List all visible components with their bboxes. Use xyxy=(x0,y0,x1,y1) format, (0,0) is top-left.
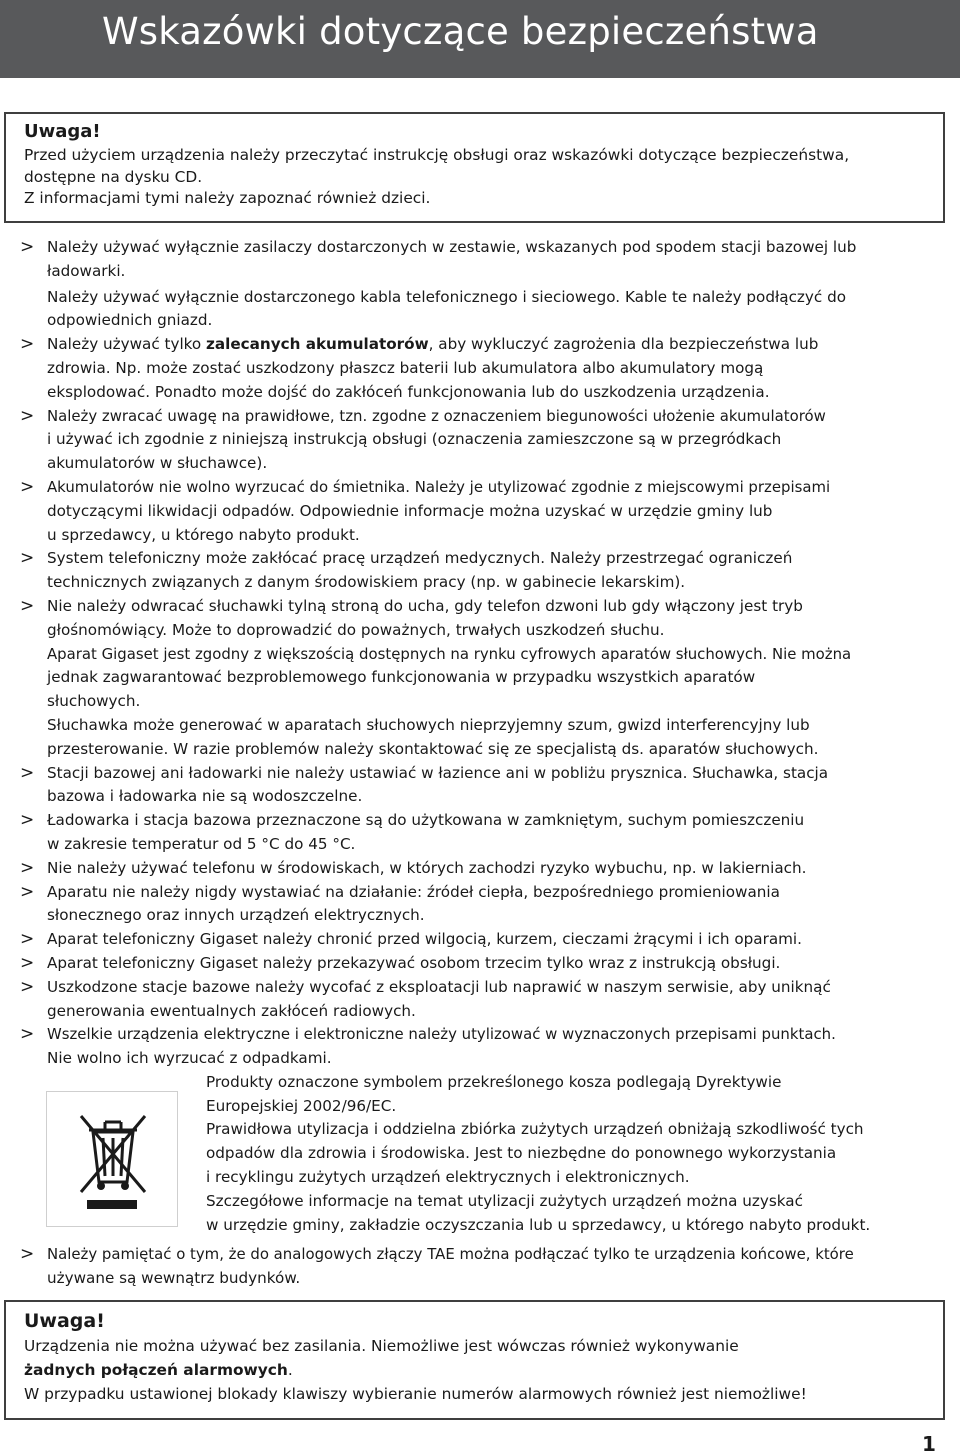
list-item xyxy=(20,236,945,333)
item-text: generowania ewentualnych zakłóceń radiowych. xyxy=(47,1001,416,1020)
item-text: eksplodować. Ponadto może dojść do zakłóceń funkcjonowania lub do uszkodzenia urządzenia. xyxy=(47,382,770,401)
list-item xyxy=(20,809,945,857)
bullet-arrow-icon: > xyxy=(20,548,35,569)
bullet-arrow-icon: > xyxy=(20,810,35,831)
item-text: zdrowia. Np. może zostać uszkodzony płaszcz baterii lub akumulatora albo akumulatory mogą xyxy=(47,358,764,377)
weee-text xyxy=(206,1071,870,1238)
item-text: słonecznego oraz innych urządzeń elektrycznych. xyxy=(47,906,425,925)
item-text: Wszelkie urządzenia elektryczne i elektroniczne należy utylizować w wyznaczonych przepisami punktach. xyxy=(47,1025,836,1044)
bullet-arrow-icon: > xyxy=(20,1243,35,1264)
item-text: Aparat telefoniczny Gigaset należy przekazywać osobom trzecim tylko wraz z instrukcją obsługi. xyxy=(47,953,781,972)
list-item xyxy=(20,1023,945,1071)
warning-text: Urządzenia nie można używać bez zasilania. Niemożliwe jest wówczas również wykonywanie xyxy=(24,1337,739,1355)
list-item xyxy=(20,547,945,595)
title-bar xyxy=(0,0,960,78)
list-item xyxy=(20,762,945,810)
item-text: Ładowarka i stacja bazowa przeznaczone są do użytkowana w zamkniętym, suchym pomieszczeniu xyxy=(47,811,805,830)
page-number: 1 xyxy=(922,1432,936,1456)
list-item xyxy=(20,405,945,476)
list-item xyxy=(20,952,945,976)
item-text-part: , aby wykluczyć zagrożenia dla bezpieczeństwa lub xyxy=(428,335,819,354)
bullet-arrow-icon: > xyxy=(20,476,35,497)
item-text: Aparat Gigaset jest zgodny z większością dostępnych na rynku cyfrowych aparatów słuchowych. Nie można xyxy=(47,644,852,663)
warning-text: W przypadku ustawionej blokady klawiszy wybieranie numerów alarmowych również jest niemożliwe! xyxy=(24,1385,807,1403)
item-text: Należy używać wyłącznie dostarczonego kabla telefonicznego i sieciowego. Kable te należy podłączyć do xyxy=(47,287,846,306)
bullet-arrow-icon: > xyxy=(20,334,35,355)
bullet-arrow-icon: > xyxy=(20,762,35,783)
item-text: dotyczącymi likwidacji odpadów. Odpowiednie informacje można uzyskać w urzędzie gminy lub xyxy=(47,501,773,520)
bullet-arrow-icon: > xyxy=(20,405,35,426)
warning-heading: Uwaga! xyxy=(24,1310,105,1332)
item-text: Nie wolno ich wyrzucać z odpadkami. xyxy=(47,1049,332,1068)
list-item xyxy=(20,476,945,547)
item-text xyxy=(47,333,945,357)
safety-list xyxy=(20,236,945,1290)
weee-line: w urzędzie gminy, zakładzie oczyszczania lub u sprzedawcy, u którego nabyto produkt. xyxy=(206,1215,871,1234)
weee-section xyxy=(20,1071,945,1239)
weee-line: odpadów dla zdrowia i środowiska. Jest to niezbędne do ponownego wykorzystania xyxy=(206,1144,837,1163)
item-text: ładowarki. xyxy=(47,261,126,280)
item-text-bold: zalecanych akumulatorów xyxy=(206,335,429,354)
bullet-arrow-icon: > xyxy=(20,929,35,950)
item-text: używane są wewnątrz budynków. xyxy=(47,1268,301,1287)
warning-heading: Uwaga! xyxy=(24,121,101,142)
item-text: Stacji bazowej ani ładowarki nie należy ustawiać w łazience ani w pobliżu prysznica. Słuchawka, stacja xyxy=(47,763,829,782)
bullet-arrow-icon: > xyxy=(20,595,35,616)
item-text: akumulatorów w słuchawce). xyxy=(47,454,268,473)
item-text: przesterowanie. W razie problemów należy skontaktować się ze specjalistą ds. aparatów słuchowych. xyxy=(47,739,819,758)
weee-line: i recyklingu zużytych urządzeń elektrycznych i elektronicznych. xyxy=(206,1168,690,1187)
weee-line: Prawidłowa utylizacja i oddzielna zbiórka zużytych urządzeń obniżają szkodliwość tych xyxy=(206,1120,864,1139)
list-item xyxy=(20,857,945,881)
list-item xyxy=(20,1243,945,1291)
warning-text: Przed użyciem urządzenia należy przeczytać instrukcję obsługi oraz wskazówki dotyczące bezpieczeństwa, xyxy=(24,146,850,164)
item-text: Nie należy używać telefonu w środowiskach, w których zachodzi ryzyko wybuchu, np. w lakierniach. xyxy=(47,858,807,877)
item-text: bazowa i ładowarka nie są wodoszczelne. xyxy=(47,787,363,806)
item-text-part: Należy używać tylko xyxy=(47,335,207,354)
crossed-out-wheelie-bin-icon xyxy=(46,1091,178,1227)
item-text: u sprzedawcy, u którego nabyto produkt. xyxy=(47,525,360,544)
page-title: Wskazówki dotyczące bezpieczeństwa xyxy=(102,10,819,53)
warning-box-bottom xyxy=(4,1300,945,1420)
list-item xyxy=(20,333,945,404)
bullet-arrow-icon: > xyxy=(20,237,35,257)
item-text: Akumulatorów nie wolno wyrzucać do śmietnika. Należy je utylizować zgodnie z miejscowymi przepisami xyxy=(47,477,831,496)
item-text: Nie należy odwracać słuchawki tylną stroną do ucha, gdy telefon dzwoni lub gdy włączony jest tryb xyxy=(47,596,803,615)
item-text: System telefoniczny może zakłócać pracę urządzeń medycznych. Należy przestrzegać ograniczeń xyxy=(47,549,793,568)
list-item xyxy=(20,928,945,952)
item-text: technicznych związanych z danym środowiskiem pracy (np. w gabinecie lekarskim). xyxy=(47,573,686,592)
item-text: w zakresie temperatur od 5 °C do 45 °C. xyxy=(47,834,356,853)
item-text: głośnomówiący. Może to doprowadzić do poważnych, trwałych uszkodzeń słuchu. xyxy=(47,620,665,639)
list-item xyxy=(20,976,945,1024)
list-item xyxy=(20,881,945,929)
item-text: słuchowych. xyxy=(47,692,141,711)
item-text: Uszkodzone stacje bazowe należy wycofać z eksploatacji lub naprawić w naszym serwisie, aby uniknąć xyxy=(47,977,831,996)
warning-box-top xyxy=(4,112,945,223)
warning-text-part: . xyxy=(287,1361,293,1379)
bullet-arrow-icon: > xyxy=(20,881,35,902)
item-text: odpowiednich gniazd. xyxy=(47,311,213,330)
weee-line: Europejskiej 2002/96/EC. xyxy=(206,1096,397,1115)
item-text: Należy pamiętać o tym, że do analogowych złączy TAE można podłączać tylko te urządzenia końcowe, które xyxy=(47,1244,854,1263)
list-item xyxy=(20,595,945,762)
item-text: jednak zagwarantować bezproblemowego funkcjonowania w przypadku wszystkich aparatów xyxy=(47,668,756,687)
warning-text-bold: żadnych połączeń alarmowych xyxy=(24,1361,288,1379)
item-text: Należy używać wyłącznie zasilaczy dostarczonych w zestawie, wskazanych pod spodem stacji bazowej lub xyxy=(47,238,857,256)
weee-line: Produkty oznaczone symbolem przekreślonego kosza podlegają Dyrektywie xyxy=(206,1072,782,1091)
warning-text xyxy=(24,1358,925,1382)
item-text: i używać ich zgodnie z niniejszą instrukcją obsługi (oznaczenia zamieszczone są w przegródkach xyxy=(47,430,782,449)
bullet-arrow-icon: > xyxy=(20,857,35,878)
warning-text: dostępne na dysku CD. xyxy=(24,168,203,186)
weee-line: Szczegółowe informacje na temat utylizacji zużytych urządzeń można uzyskać xyxy=(206,1191,803,1210)
item-text: Słuchawka może generować w aparatach słuchowych nieprzyjemny szum, gwizd interferencyjny lub xyxy=(47,715,810,734)
bullet-arrow-icon: > xyxy=(20,976,35,997)
item-text: Aparat telefoniczny Gigaset należy chronić przed wilgocią, kurzem, cieczami żrącymi i ich oparami. xyxy=(47,930,802,949)
bullet-arrow-icon: > xyxy=(20,1024,35,1045)
warning-text: Z informacjami tymi należy zapoznać również dzieci. xyxy=(24,189,431,207)
bullet-arrow-icon: > xyxy=(20,952,35,973)
item-text: Aparatu nie należy nigdy wystawiać na działanie: źródeł ciepła, bezpośredniego promieniowania xyxy=(47,882,780,901)
item-text: Należy zwracać uwagę na prawidłowe, tzn. zgodne z oznaczeniem biegunowości ułożenie akumulatorów xyxy=(47,406,826,425)
